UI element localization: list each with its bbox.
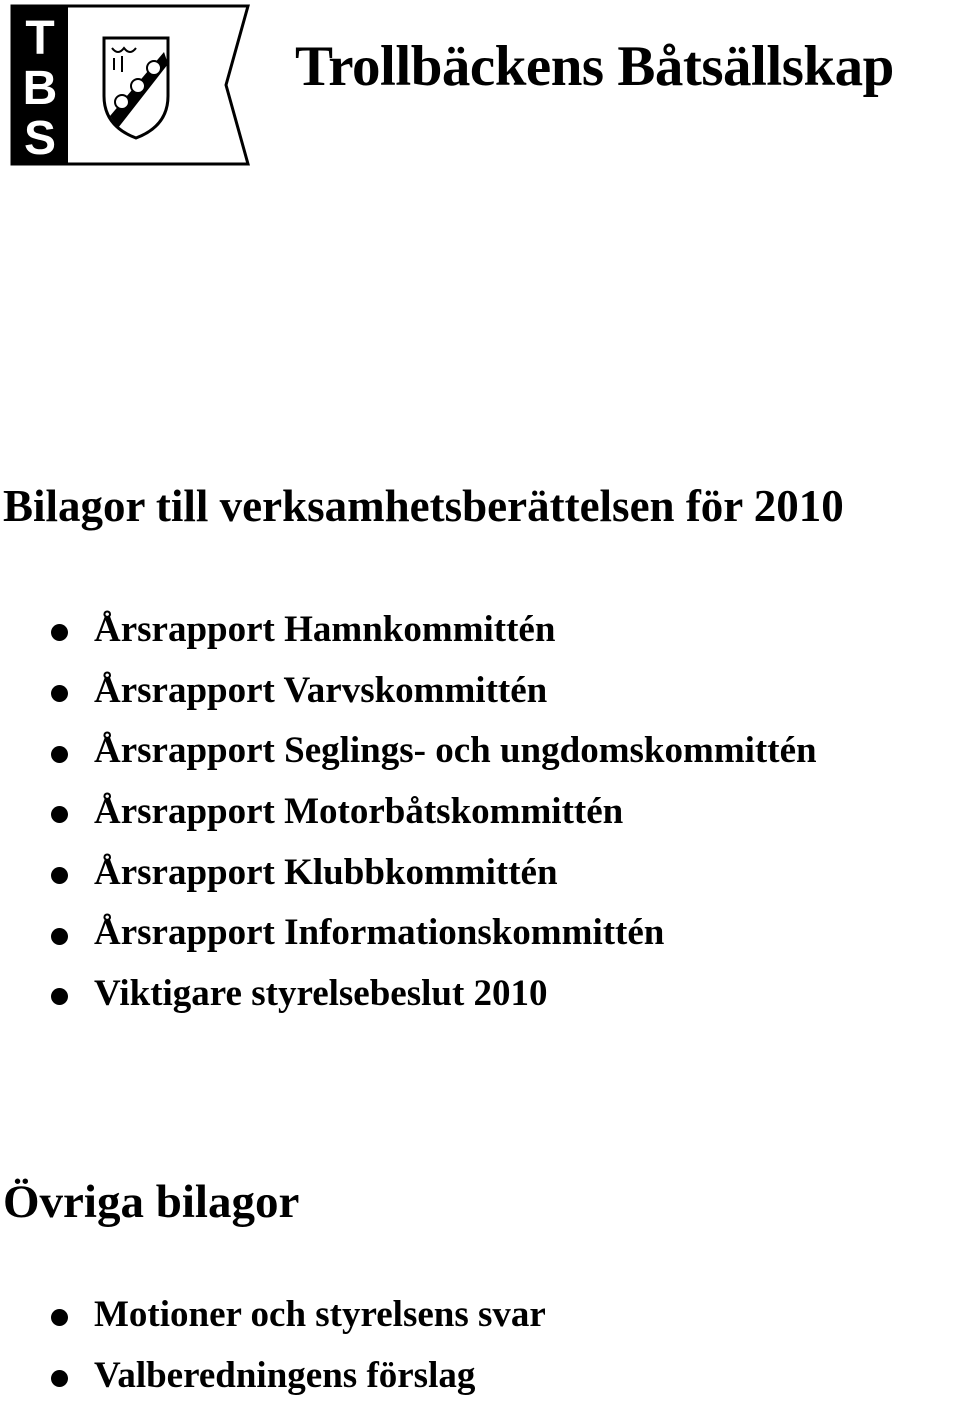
list-item-text: Årsrapport Hamnkommittén [94,609,556,650]
bullet-icon [51,624,68,641]
list-item-text: Årsrapport Seglings- och ungdomskommittén [94,730,817,772]
logo-letter-b: B [22,62,58,115]
list-item-text: Motioner och styrelsens svar [94,1294,546,1335]
list-item [0,1346,546,1406]
coat-of-arms-icon [104,38,168,138]
logo-letter-t: T [25,12,55,65]
bilagor-list [0,600,817,1025]
list-item-text: Valberedningens förslag [94,1354,476,1396]
bullet-icon [51,1309,68,1326]
bullet-icon [51,685,68,702]
list-item-text: Viktigare styrelsebeslut 2010 [94,973,548,1015]
list-item [0,782,817,843]
list-item [0,964,817,1025]
logo-letter-s: S [23,112,57,165]
ovriga-list [0,1285,546,1406]
list-item-text: Årsrapport Klubbkommittén [94,851,558,893]
bullet-icon [51,746,68,763]
bullet-icon [51,806,68,823]
list-item-text: Årsrapport Motorbåtskommittén [94,791,624,833]
bilagor-heading: Bilagor till verksamhetsberättelsen för 2010 [3,481,844,531]
list-item [0,1285,546,1346]
tbs-logo [10,4,250,166]
list-item-text: Årsrapport Informationskommittén [94,912,665,954]
club-name-title: Trollbäckens Båtsällskap [295,35,894,98]
list-item [0,661,817,722]
list-item [0,903,817,964]
logo-letters [23,12,58,165]
bullet-icon [51,988,68,1005]
list-item [0,843,817,904]
list-item [0,721,817,782]
bullet-icon [51,867,68,884]
bullet-icon [51,928,68,945]
bullet-icon [51,1370,68,1387]
list-item-text: Årsrapport Varvskommittén [94,669,548,711]
ovriga-heading: Övriga bilagor [3,1176,300,1228]
list-item [0,600,817,661]
